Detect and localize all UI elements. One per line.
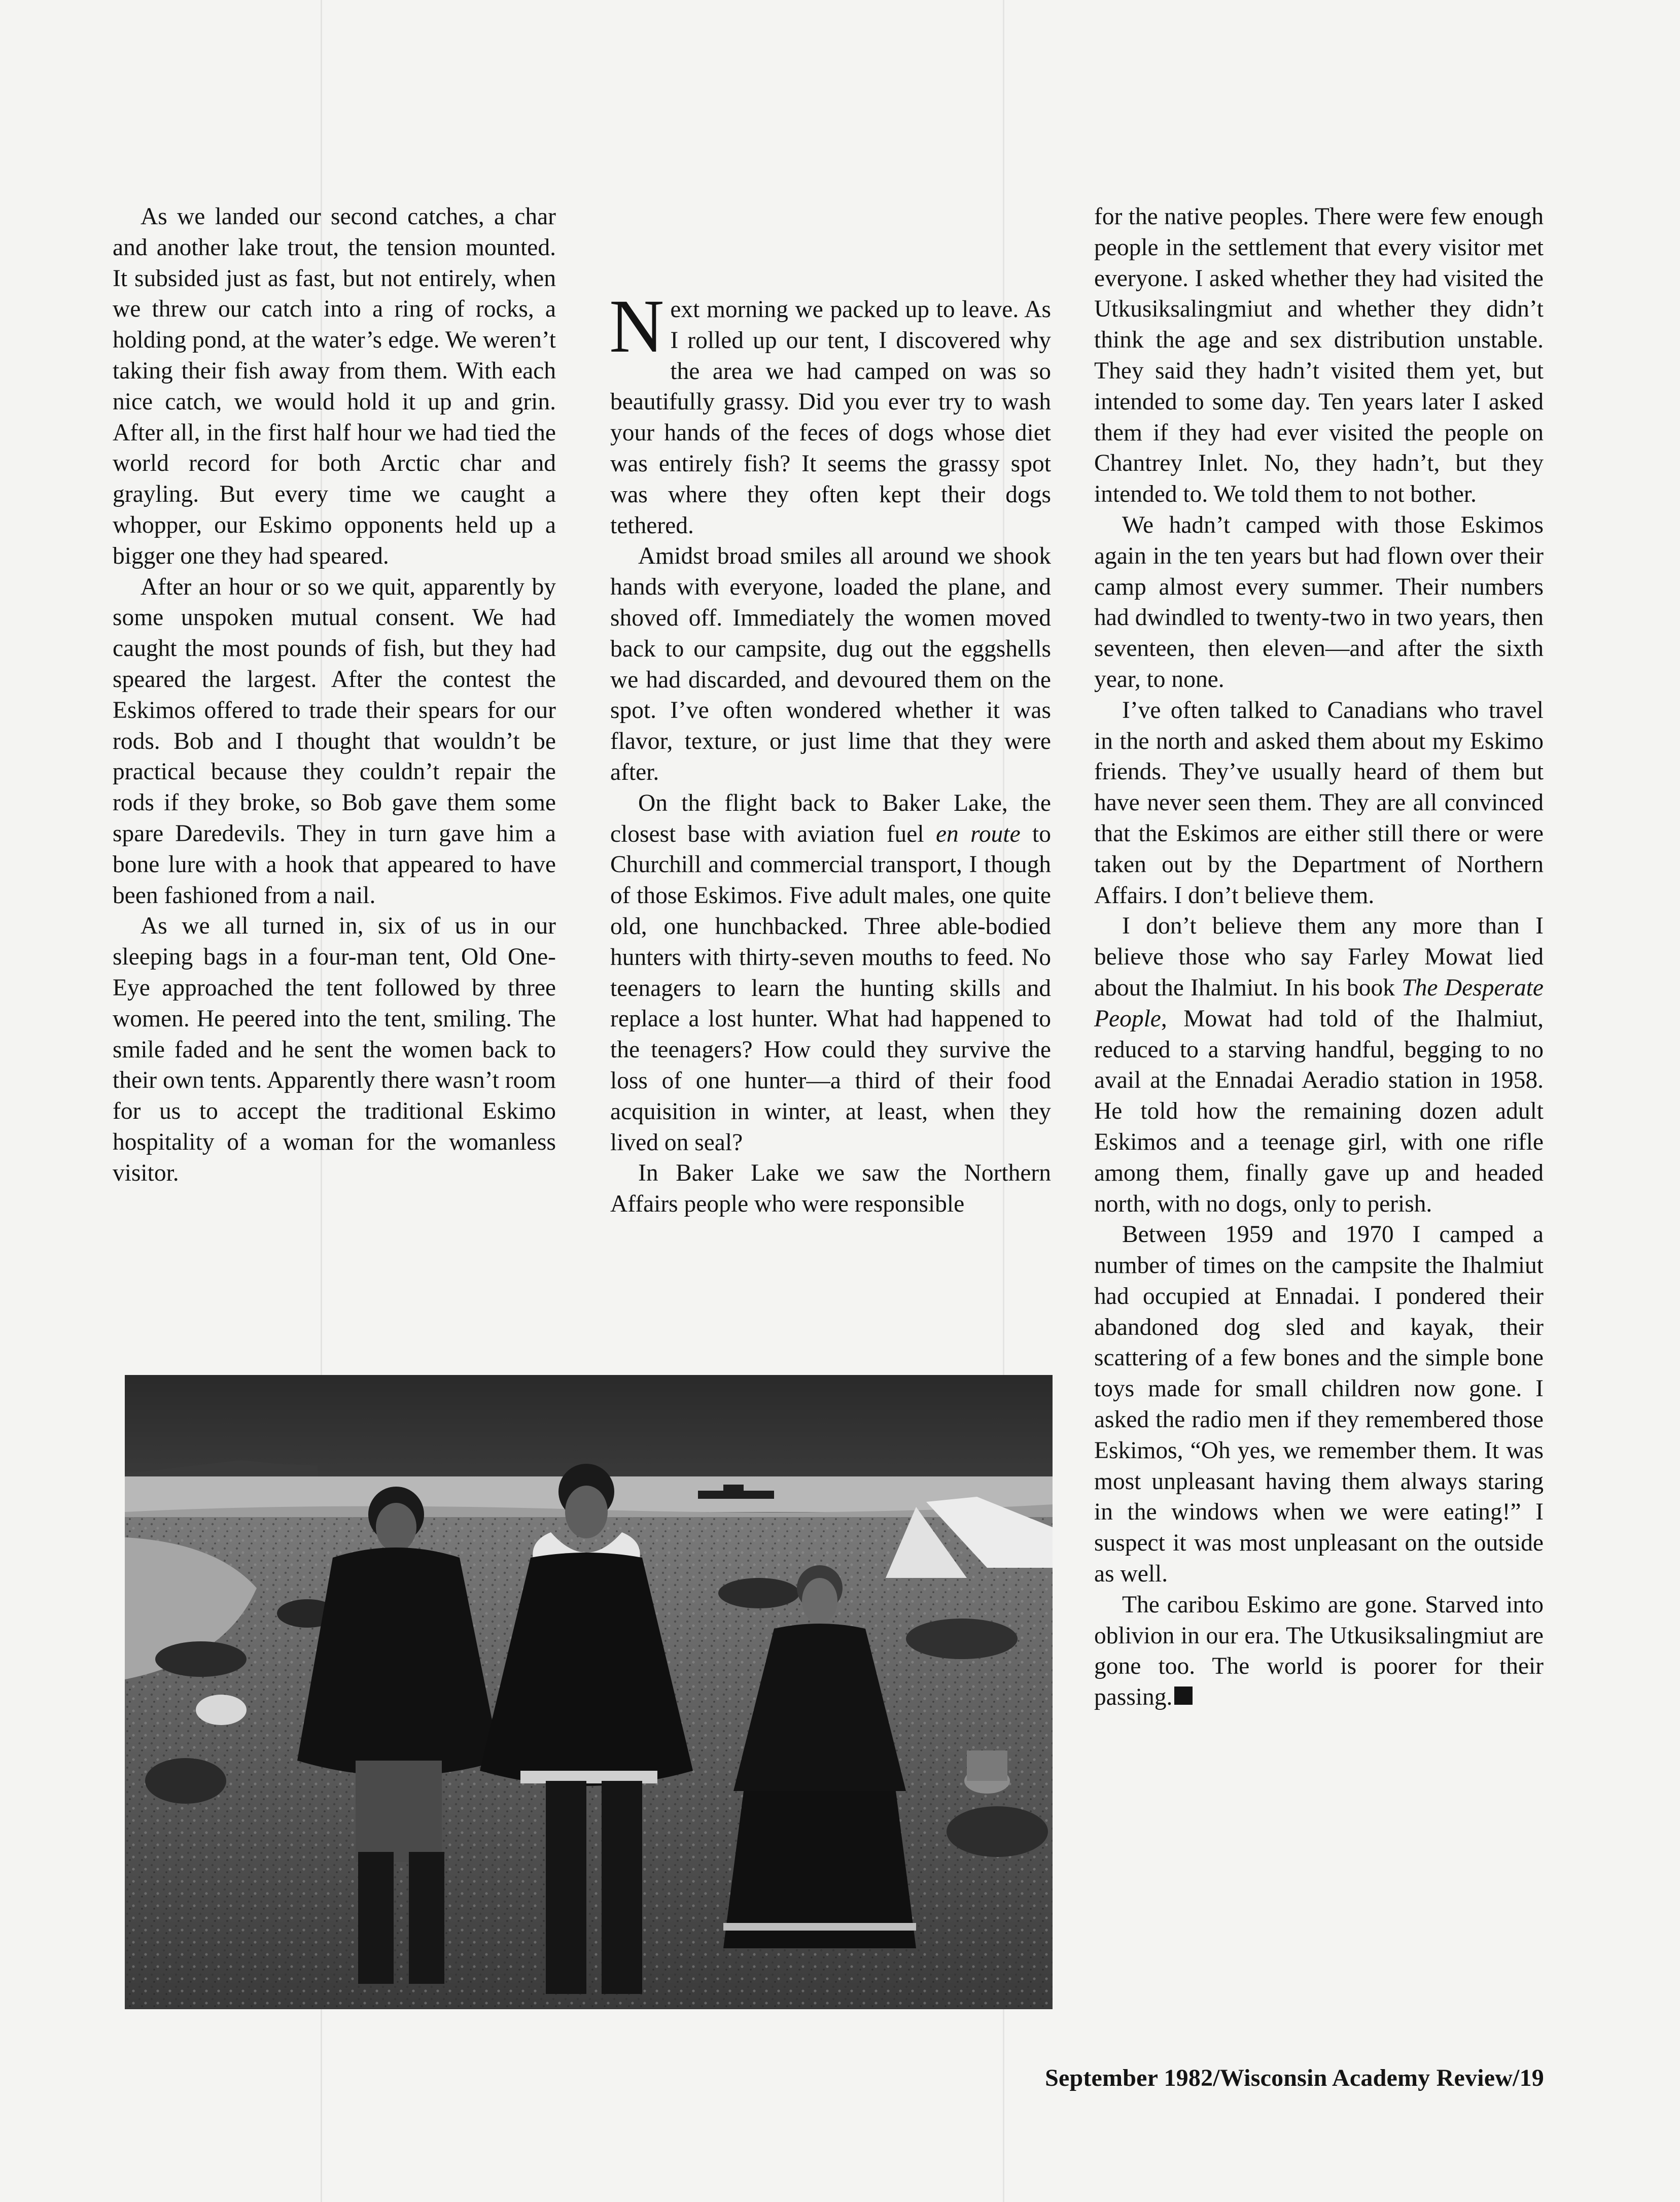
paragraph: After an hour or so we quit, apparently by some unspoken mutual consent. We had caught the most pounds of fish, but they had speared the largest. After the contest the Eskimos offered to trade their spears for our rods. Bob and I thought that wouldn’t be practical because they couldn’t repair the rods if they broke, so Bob gave them some spare Daredevils. They in turn gave him a bone lure with a hook that appeared to have been fashioned from a nail. — [113, 573, 556, 909]
paragraph-dropcap — [609, 284, 1051, 541]
paragraph: In Baker Lake we saw the Northern Affairs people who were responsible — [610, 1160, 1051, 1218]
paragraph — [610, 788, 1051, 1158]
text-run: I don’t believe them any more than I believe those who say Farley Mowat lied about the Ihalmiut. In his book — [1094, 913, 1544, 1001]
paragraph: As we landed our second catches, a char and another lake trout, the tension mounted. It subsided just as fast, but not entirely, when we threw our catch into a ring of rocks, a holding pond, at the water’s edge. We weren’t taking their fish away from them. With each nice catch, we would hold it up and grin. After all, in the first half hour we had tied the world record for both Arctic char and grayling. But every time we caught a whopper, our Eskimo opponents held up a bigger one they had speared. — [113, 203, 556, 569]
drop-cap: N — [609, 284, 664, 368]
text-run: On the flight back to Baker Lake, the closest base with aviation fuel — [610, 789, 1051, 847]
paragraph: As we all turned in, six of us in our sleeping bags in a four-man tent, Old One-Eye approached the tent followed by three women. He peered into the tent, smiling. The smile faded and he sent the women back to their own tents. Apparently there wasn’t room for us to accept the traditional Eskimo hospitality of a woman for the womanless visitor. — [113, 913, 556, 1186]
paragraph: I’ve often talked to Canadians who travel in the north and asked them about my Eskimo friends. They’ve usually heard of them but have never seen them. They are all convinced that the Eskimos are either still there or were taken out by the Department of Northern Affairs. I don’t believe them. — [1094, 697, 1544, 909]
photo-three-people-icon — [125, 1375, 1053, 2009]
text-run: The caribou Eskimo are gone. Starved into oblivion in our era. The Utkusiksalingmiut are gone too. The world is poorer for their passing. — [1094, 1591, 1544, 1711]
text-run: , Mowat had told of the Ihalmiut, reduced to a starving handful, begging to no avail at the Ennadai Aeradio station in 1958. He told how the remaining dozen adult Eskimos and a teenage girl, with one rifle among them, finally gave up and headed north, with no dogs, only to perish. — [1094, 1005, 1544, 1217]
paragraph-text: ext morning we packed up to leave. As I rolled up our tent, I discovered why the area we had camped on was so beautifully grassy. Did you ever try to wash your hands of the feces of dogs whose diet was entirely fish? It seems the grassy spot was where they often kept their dogs tethered. — [610, 296, 1051, 539]
paragraph: Amidst broad smiles all around we shook hands with everyone, loaded the plane, and shoved off. Immediately the women moved back to our campsite, dug out the eggshells we had discarded, and devoured them on the spot. I’ve often wondered whether it was flavor, texture, or just lime that they were after. — [610, 543, 1051, 785]
text-run: to Churchill and commercial transport, I though of those Eskimos. Five adult males, one quite old, one hunchbacked. Three able-bodied hunters with thirty-seven mouths to feed. No teenagers to learn the hunting skills and replace a lost hunter. What had happened to the teenagers? How could they survive the loss of one hunter—a third of their food acquisition in winter, at least, when they lived on seal? — [610, 820, 1052, 1156]
paragraph — [1094, 911, 1544, 1219]
italic-text: en route — [935, 820, 1021, 847]
paragraph: We hadn’t camped with those Eskimos again in the ten years but had flown over their camp almost every summer. Their numbers had dwindled to twenty-two in two years, then seventeen, then eleven—and after the sixth year, to none. — [1094, 511, 1544, 693]
book-title: The Desperate People — [1094, 974, 1544, 1032]
column-1 — [113, 201, 556, 1189]
page-footer-folio: September 1982/Wisconsin Academy Review/19 — [1045, 2065, 1544, 2091]
column-3 — [1094, 201, 1544, 1713]
paragraph: Between 1959 and 1970 I camped a number of times on the campsite the Ihalmiut had occupied at Ennadai. I pondered their abandoned dog sled and kayak, their scattering of a few bones and the simple bone toys made for small children now gone. I asked the radio men if they remembered those Eskimos, “Oh yes, we remember them. It was most unpleasant having them always staring in the windows when we were eating!” I suspect it was most unpleasant on the outside as well. — [1094, 1221, 1544, 1588]
paragraph-final — [1094, 1590, 1544, 1713]
end-mark-icon — [1174, 1687, 1193, 1705]
column-2 — [609, 284, 1052, 1220]
paragraph-continued: for the native peoples. There were few enough people in the settlement that every visitor met everyone. I asked whether they had visited the Utkusiksalingmiut and whether they didn’t think the age and sex distribution unstable. They said they hadn’t visited them yet, but intended to some day. Ten years later I asked them if they had ever visited the people on Chantrey Inlet. No, they hadn’t, but they intended to. We told them to not bother. — [1094, 203, 1544, 508]
